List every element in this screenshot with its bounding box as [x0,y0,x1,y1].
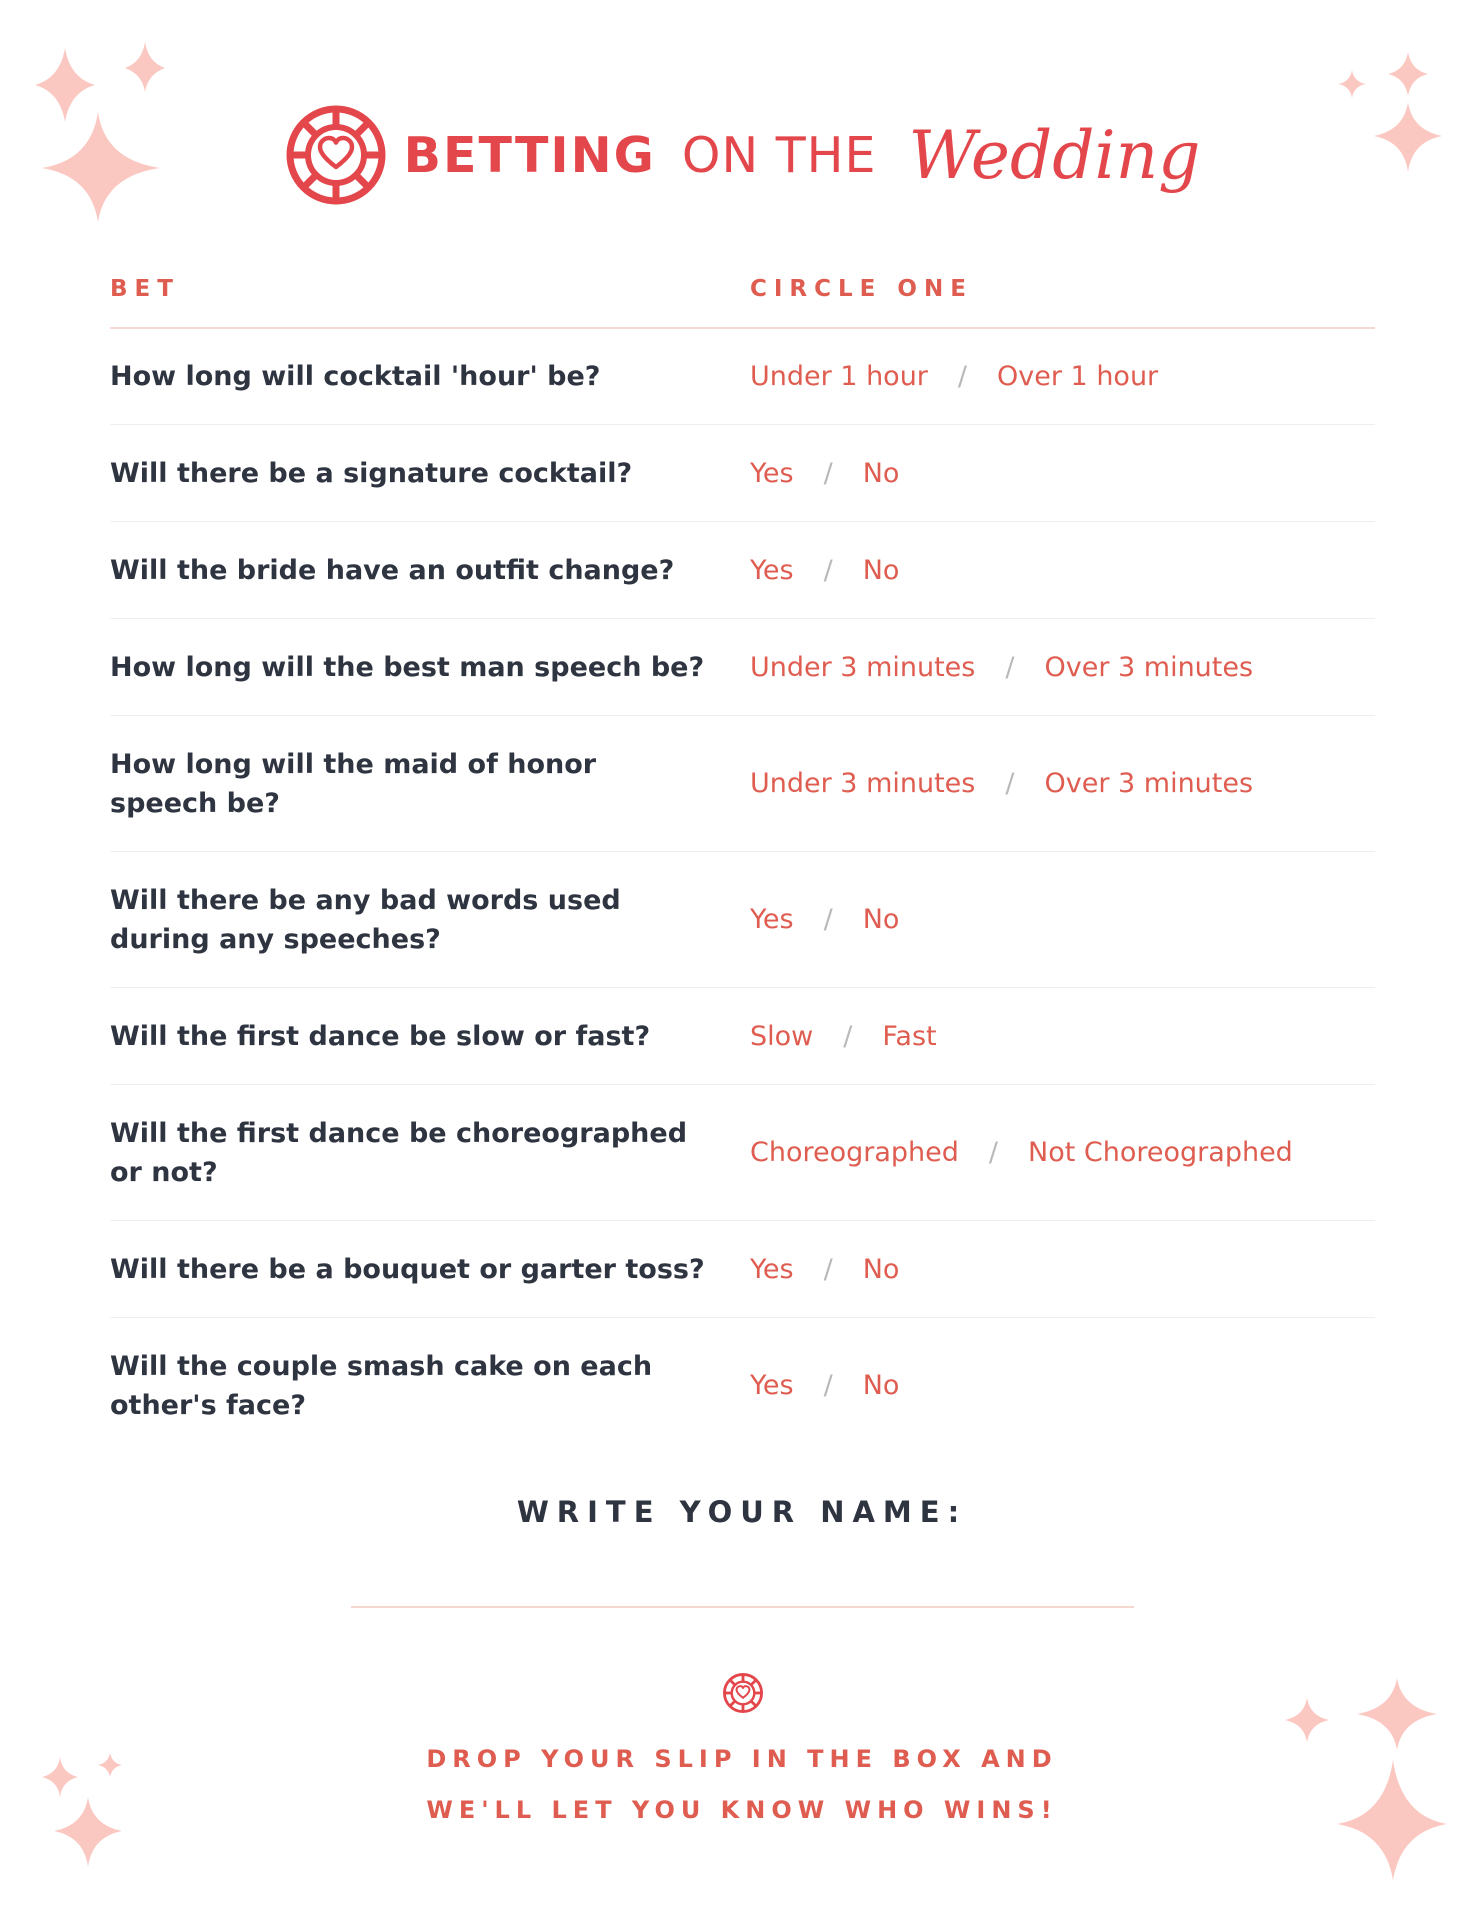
option-b[interactable]: No [862,457,900,489]
option-b[interactable]: No [862,904,900,935]
bet-options [750,1021,937,1052]
bet-options [750,555,899,586]
bet-question: Will there be a signature cocktail? [110,457,633,489]
option-separator: / [823,1253,833,1285]
option-a[interactable]: Under 3 minutes [750,768,976,799]
table-row [110,619,1375,716]
title-betting: BETTING [403,126,656,184]
table-row [110,329,1375,425]
option-separator: / [823,904,833,935]
column-header-circle-one: CIRCLE ONE [750,276,973,302]
bet-question: How long will the maid of honor speech be? [110,748,597,819]
option-separator: / [957,361,968,392]
table-row [110,1085,1375,1221]
write-your-name-label: WRITE YOUR NAME: [516,1495,968,1529]
table-row [110,988,1375,1085]
bet-question: How long will cocktail 'hour' be? [110,361,601,392]
option-b[interactable]: No [862,1370,900,1401]
bet-question: Will the first dance be choreographed or not? [110,1117,688,1188]
option-separator: / [823,1370,833,1401]
sparkle-icon [1357,1678,1437,1750]
sparkle-icon [1285,1698,1329,1742]
table-header [110,272,1375,329]
title-on-the: ON THE [681,126,877,184]
option-a[interactable]: Slow [750,1020,814,1052]
option-b[interactable]: No [862,554,900,586]
bet-question: Will there be any bad words used during any speeches? [110,884,621,955]
option-a[interactable]: Yes [750,457,794,489]
bet-table [110,329,1375,1453]
bet-options [750,652,1253,683]
name-input-line[interactable] [351,1606,1134,1608]
option-separator: / [1005,651,1015,683]
option-b[interactable]: No [862,1253,900,1285]
option-separator: / [823,554,833,586]
column-header-bet: BET [110,276,180,302]
bet-options [750,458,899,489]
option-separator: / [823,457,833,489]
poker-chip-heart-icon [284,103,388,207]
option-a[interactable]: Under 1 hour [750,361,928,392]
option-a[interactable]: Choreographed [750,1137,959,1168]
bet-question: How long will the best man speech be? [110,651,705,683]
footer-line-1: DROP YOUR SLIP IN THE BOX AND [426,1745,1058,1773]
table-row [110,425,1375,522]
option-separator: / [843,1020,853,1052]
bet-options [750,904,899,935]
bet-question: Will there be a bouquet or garter toss? [110,1253,705,1285]
bet-question: Will the couple smash cake on each other's face? [110,1350,653,1421]
option-b[interactable]: Not Choreographed [1028,1137,1293,1168]
option-b[interactable]: Over 1 hour [997,361,1159,392]
bet-question: Will the bride have an outfit change? [110,554,675,586]
option-separator: / [1005,768,1015,799]
bet-options [750,1254,899,1285]
option-a[interactable]: Yes [750,1253,794,1285]
option-separator: / [988,1137,999,1168]
header [0,95,1484,215]
option-a[interactable]: Yes [750,1370,794,1401]
option-b[interactable]: Over 3 minutes [1044,651,1254,683]
title-wedding: Wedding [908,116,1201,194]
sparkle-icon [1338,70,1366,98]
option-b[interactable]: Over 3 minutes [1044,768,1254,799]
bet-options [750,361,1158,392]
table-row [110,852,1375,988]
sparkles-bottom-right-decoration [1275,1670,1455,1880]
bet-options [750,1137,1293,1168]
table-row [110,522,1375,619]
option-a[interactable]: Under 3 minutes [750,651,976,683]
sparkle-icon [1388,52,1428,96]
bet-question: Will the first dance be slow or fast? [110,1020,651,1052]
bet-options [750,768,1253,799]
logo [284,103,1201,207]
bet-options [750,1370,899,1401]
table-row [110,1318,1375,1453]
footer-line-2: WE'LL LET YOU KNOW WHO WINS! [426,1796,1058,1824]
poker-chip-heart-icon [722,1672,764,1714]
option-a[interactable]: Yes [750,904,794,935]
option-a[interactable]: Yes [750,554,794,586]
sparkle-icon [125,42,165,92]
option-b[interactable]: Fast [882,1020,937,1052]
table-row [110,716,1375,852]
table-row [110,1221,1375,1318]
